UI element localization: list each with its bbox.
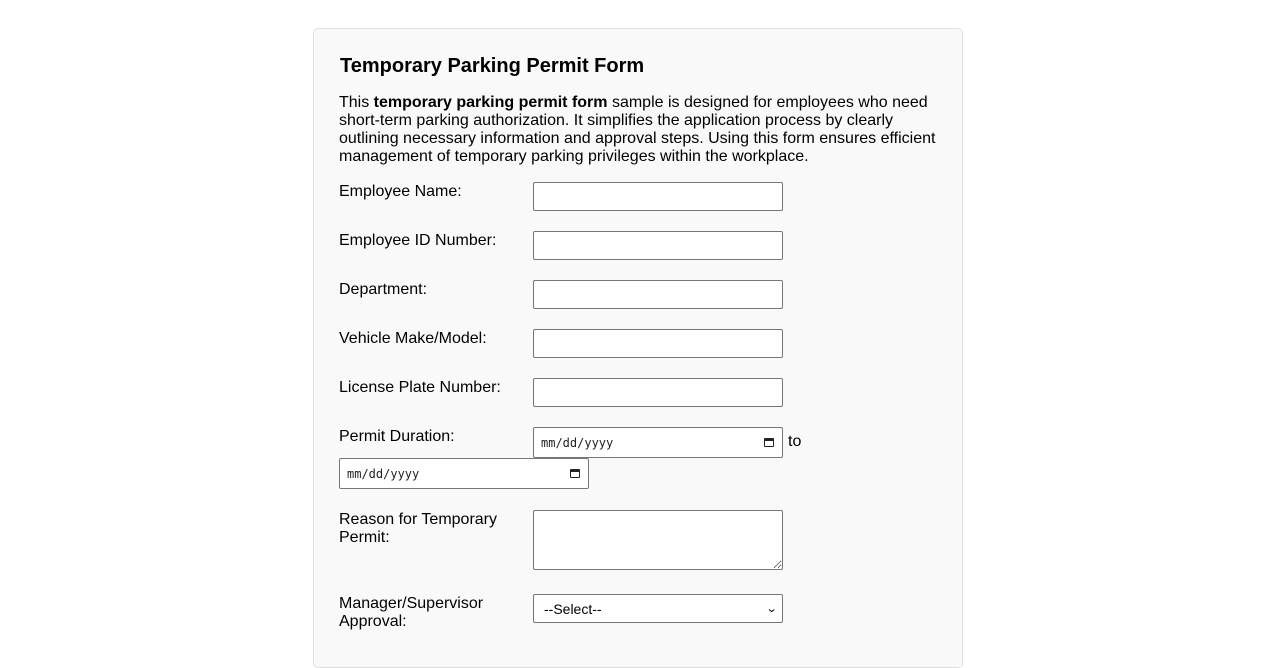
approval-label: Manager/Supervisor Approval: bbox=[339, 595, 484, 630]
license-plate-input[interactable] bbox=[533, 378, 783, 407]
permit-start-date-input[interactable] bbox=[533, 427, 783, 458]
intro-text: sample is designed for employees who need short-term parking authorization. It simplifies the application process by clearly outlining necessary information and approval steps. Using this form ensures efficient management of temporary parking privileges within the workplace. bbox=[339, 94, 936, 165]
permit-duration-label: Permit Duration: bbox=[339, 428, 455, 445]
date-placeholder: mm/dd/yyyy bbox=[541, 435, 614, 450]
date-separator: to bbox=[788, 433, 802, 450]
permit-form-card bbox=[313, 28, 963, 668]
permit-end-date-input[interactable] bbox=[339, 458, 589, 489]
department-input[interactable] bbox=[533, 280, 783, 309]
form-title: Temporary Parking Permit Form bbox=[340, 55, 645, 77]
approval-select[interactable] bbox=[533, 594, 783, 623]
calendar-icon[interactable] bbox=[764, 438, 774, 447]
department-label: Department: bbox=[339, 281, 428, 298]
reason-label: Reason for Temporary Permit: bbox=[339, 511, 497, 546]
employee-id-label: Employee ID Number: bbox=[339, 232, 497, 249]
calendar-icon[interactable] bbox=[570, 469, 580, 478]
chevron-down-icon: ⌄ bbox=[765, 603, 778, 615]
vehicle-label: Vehicle Make/Model: bbox=[339, 330, 487, 347]
intro-text: This bbox=[339, 94, 374, 111]
date-placeholder: mm/dd/yyyy bbox=[347, 466, 420, 481]
vehicle-input[interactable] bbox=[533, 329, 783, 358]
reason-textarea[interactable] bbox=[533, 510, 783, 570]
employee-name-input[interactable] bbox=[533, 182, 783, 211]
approval-selected-value: --Select-- bbox=[544, 600, 602, 617]
employee-name-label: Employee Name: bbox=[339, 183, 462, 200]
employee-id-input[interactable] bbox=[533, 231, 783, 260]
license-plate-label: License Plate Number: bbox=[339, 379, 501, 396]
intro-bold-text: temporary parking permit form bbox=[373, 94, 608, 111]
form-intro bbox=[339, 94, 949, 166]
